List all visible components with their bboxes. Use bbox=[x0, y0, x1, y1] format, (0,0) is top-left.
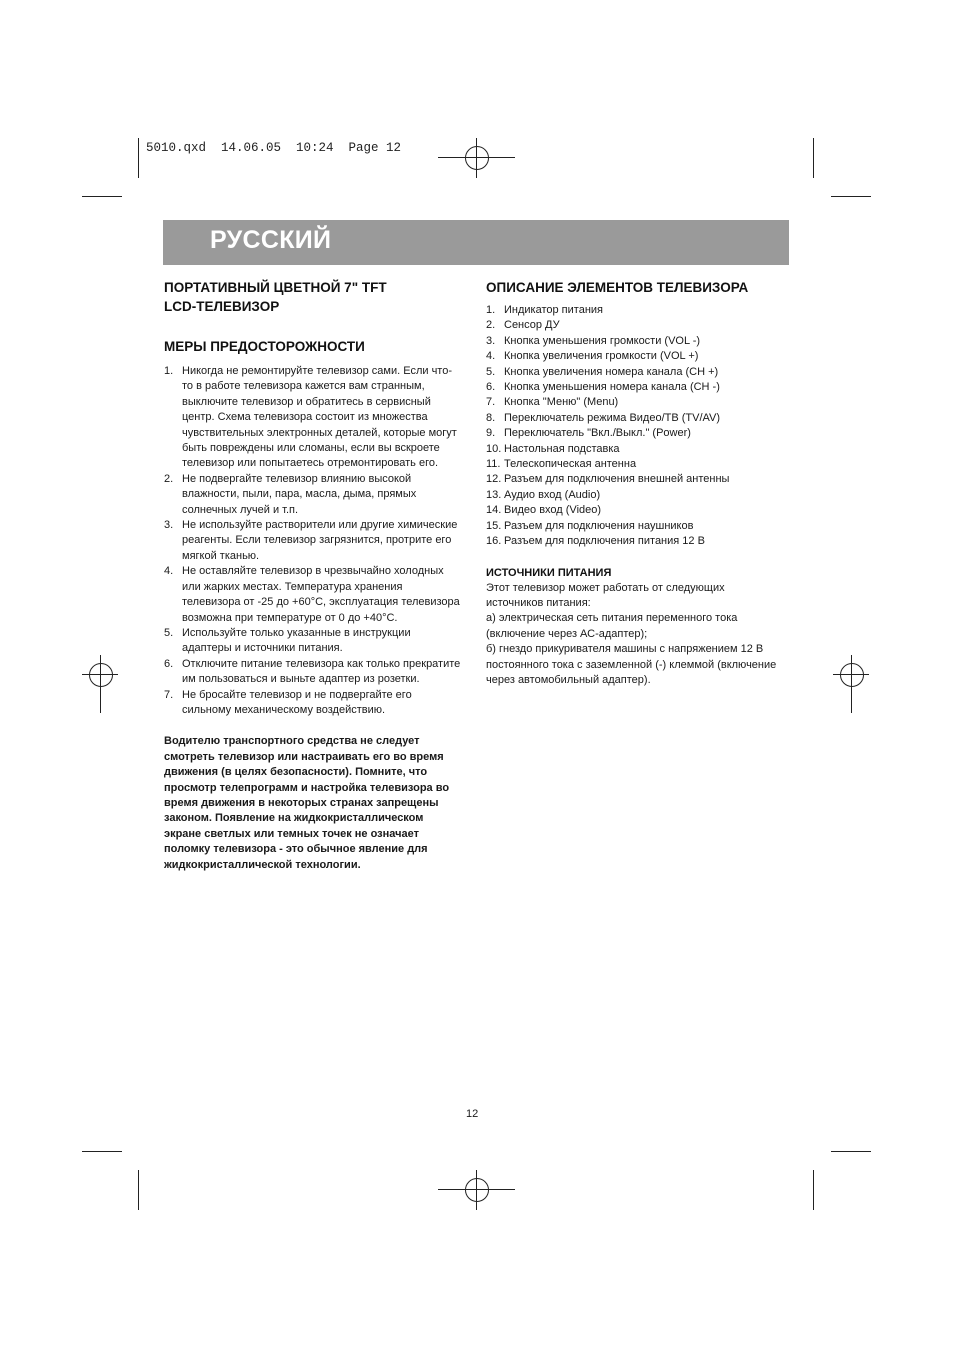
element-label: Индикатор питания bbox=[504, 304, 603, 316]
list-number: 4. bbox=[486, 350, 496, 363]
precautions-heading: МЕРЫ ПРЕДОСТОРОЖНОСТИ bbox=[164, 339, 365, 354]
precaution-item bbox=[164, 626, 464, 657]
warning-line: законом. Появление на жидкокристаллическом bbox=[164, 812, 424, 825]
power-line: (включение через АС-адаптер); bbox=[486, 627, 648, 640]
warning-line: экране светлых или темных точек не означает bbox=[164, 827, 419, 840]
list-number: 15. bbox=[486, 519, 502, 532]
precaution-line: телевизор или попытаетесь отремонтировать его. bbox=[182, 457, 439, 470]
banner-title: РУССКИЙ bbox=[210, 226, 332, 254]
page-number: 12 bbox=[466, 1108, 479, 1120]
product-title: ПОРТАТИВНЫЙ ЦВЕТНОЙ 7" TFT LCD-ТЕЛЕВИЗОР bbox=[164, 280, 387, 314]
element-label: Кнопка увеличения громкости (VOL +) bbox=[504, 350, 699, 363]
elements-heading: ОПИСАНИЕ ЭЛЕМЕНТОВ ТЕЛЕВИЗОРА bbox=[486, 280, 749, 295]
precaution-line: адаптеры и источники питания. bbox=[182, 642, 343, 655]
elements-list bbox=[486, 303, 786, 550]
right-column bbox=[486, 278, 786, 688]
language-banner bbox=[163, 220, 789, 265]
element-label: Разъем для подключения внешней антенны bbox=[504, 473, 730, 486]
precaution-line: Не бросайте телевизор и не подвергайте его bbox=[182, 688, 412, 701]
precaution-line: сильному механическому воздействию. bbox=[182, 703, 386, 716]
precaution-item bbox=[164, 518, 464, 564]
element-label: Кнопка увеличения номера канала (CH +) bbox=[504, 365, 719, 378]
list-number: 8. bbox=[486, 411, 496, 424]
element-label: Кнопка уменьшения громкости (VOL -) bbox=[504, 334, 701, 347]
power-line: через автомобильный адаптер). bbox=[486, 673, 651, 686]
element-item bbox=[486, 534, 786, 549]
precaution-line: возможна при температуре от 0 до +40°C. bbox=[182, 611, 398, 624]
power-line: а) электрическая сеть питания переменного тока bbox=[486, 612, 738, 625]
list-number: 7. bbox=[486, 396, 496, 409]
warning-line: поломку телевизора - это обычное явление для bbox=[164, 843, 428, 856]
element-label: Сенсор ДУ bbox=[504, 319, 560, 332]
precaution-line: Не используйте растворители или другие химические bbox=[182, 519, 458, 532]
precaution-line: выключите телевизор и обратитесь в сервисный bbox=[182, 395, 431, 408]
power-line: Этот телевизор может работать от следующих bbox=[486, 581, 725, 594]
power-line: б) гнездо прикуривателя машины с напряжением 12 В bbox=[486, 643, 764, 656]
precaution-item bbox=[164, 472, 464, 518]
left-column bbox=[164, 278, 464, 873]
list-number: 1. bbox=[486, 304, 496, 316]
element-item bbox=[486, 472, 786, 487]
warning-line: смотреть телевизор или настраивать его во время bbox=[164, 750, 444, 763]
element-item bbox=[486, 349, 786, 364]
list-number: 11. bbox=[486, 458, 501, 471]
driver-warning bbox=[164, 734, 464, 873]
precaution-line: телевизора от -25 до +60°C, эксплуатация телевизора bbox=[182, 596, 460, 609]
precaution-item bbox=[164, 688, 464, 719]
element-label: Видео вход (Video) bbox=[504, 504, 602, 517]
element-item bbox=[486, 503, 786, 518]
precaution-item bbox=[164, 364, 464, 472]
warning-line: движения (в целях безопасности). Помните, что bbox=[164, 766, 428, 779]
element-label: Аудио вход (Audio) bbox=[504, 488, 601, 501]
list-number: 16. bbox=[486, 535, 502, 548]
precaution-item bbox=[164, 657, 464, 688]
list-number: 14. bbox=[486, 504, 502, 517]
element-item bbox=[486, 426, 786, 441]
element-label: Разъем для подключения питания 12 В bbox=[504, 535, 705, 548]
list-number: 5. bbox=[164, 626, 174, 639]
list-number: 13. bbox=[486, 488, 502, 501]
warning-line: просмотр телепрограмм и настройка телевизора во bbox=[164, 781, 450, 794]
element-label: Настольная подставка bbox=[504, 442, 620, 455]
power-heading: ИСТОЧНИКИ ПИТАНИЯ bbox=[486, 566, 612, 579]
list-number: 4. bbox=[164, 565, 174, 578]
precaution-line: реагенты. Если телевизор загрязнится, протрите его bbox=[182, 534, 452, 547]
element-item bbox=[486, 411, 786, 426]
element-item bbox=[486, 442, 786, 457]
list-number: 6. bbox=[486, 381, 496, 394]
precaution-line: центр. Схема телевизора состоит из множества bbox=[182, 411, 428, 424]
file-slug: 5010.qxd 14.06.05 10:24 Page 12 bbox=[146, 141, 402, 155]
warning-line: Водителю транспортного средства не следует bbox=[164, 735, 420, 748]
precaution-line: чувствительных электронных деталей, которые могут bbox=[182, 426, 457, 439]
element-item bbox=[486, 303, 786, 318]
element-label: Переключатель режима Видео/ТВ (TV/AV) bbox=[504, 411, 721, 424]
precaution-line: солнечных лучей и т.п. bbox=[182, 503, 299, 516]
power-line: постоянного тока с заземленной (-) клеммой (включение bbox=[486, 658, 777, 671]
power-line: источников питания: bbox=[486, 596, 591, 609]
list-number: 7. bbox=[164, 688, 174, 701]
list-number: 1. bbox=[164, 365, 174, 377]
precaution-line: Используйте только указанные в инструкции bbox=[182, 626, 411, 639]
precaution-line: то в работе телевизора кажется вам странным, bbox=[182, 380, 425, 393]
element-label: Телескопическая антенна bbox=[504, 458, 637, 471]
precaution-line: быть повреждены или сломаны, если вы вскроете bbox=[182, 442, 440, 455]
list-number: 6. bbox=[164, 657, 174, 670]
element-item bbox=[486, 519, 786, 534]
element-item bbox=[486, 457, 786, 472]
element-item bbox=[486, 380, 786, 395]
element-item bbox=[486, 318, 786, 333]
list-number: 2. bbox=[164, 472, 174, 485]
precaution-line: Никогда не ремонтируйте телевизор сами. Если что- bbox=[182, 365, 452, 377]
precaution-line: Отключите питание телевизора как только прекратите bbox=[182, 657, 461, 670]
list-number: 12. bbox=[486, 473, 502, 486]
element-label: Разъем для подключения наушников bbox=[504, 519, 694, 532]
element-label: Кнопка уменьшения номера канала (CH -) bbox=[504, 381, 720, 394]
element-label: Переключатель "Вкл./Выкл." (Power) bbox=[504, 427, 691, 440]
precaution-line: Не подвергайте телевизор влиянию высокой bbox=[182, 472, 412, 485]
power-sources-text bbox=[486, 581, 786, 689]
element-item bbox=[486, 365, 786, 380]
list-number: 10. bbox=[486, 442, 502, 455]
precaution-line: или жарких местах. Температура хранения bbox=[182, 580, 403, 593]
precaution-line: мягкой тканью. bbox=[182, 549, 260, 562]
precautions-list bbox=[164, 364, 464, 718]
list-number: 2. bbox=[486, 319, 496, 332]
element-item bbox=[486, 395, 786, 410]
precaution-line: им пользоваться и выньте адаптер из розетки. bbox=[182, 673, 420, 686]
list-number: 5. bbox=[486, 365, 496, 378]
list-number: 9. bbox=[486, 427, 496, 440]
warning-line: жидкокристаллической технологии. bbox=[164, 858, 361, 871]
precaution-line: Не оставляйте телевизор в чрезвычайно холодных bbox=[182, 565, 444, 578]
list-number: 3. bbox=[486, 334, 496, 347]
precaution-line: влажности, пыли, пара, масла, дыма, прямых bbox=[182, 488, 417, 501]
warning-line: время движения в некоторых странах запрещены bbox=[164, 796, 439, 809]
precaution-item bbox=[164, 564, 464, 626]
list-number: 3. bbox=[164, 519, 174, 532]
element-item bbox=[486, 488, 786, 503]
element-item bbox=[486, 334, 786, 349]
element-label: Кнопка "Меню" (Menu) bbox=[504, 396, 619, 409]
